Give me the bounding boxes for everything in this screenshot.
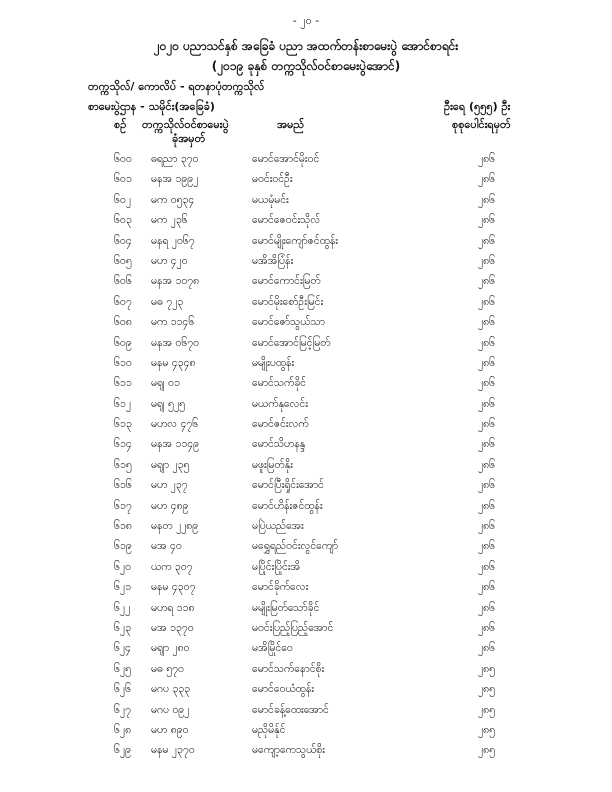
roll-number-cell: မရျာ ၂၈၀ [151, 642, 190, 655]
score-cell: ၂၈၆ [478, 377, 496, 390]
roll-number-cell: မနအ ၀၆၇၀ [151, 336, 200, 349]
name-cell: မဝင်းဝင်ဦး [252, 173, 293, 186]
serial-cell: ၆၀၂ [114, 193, 131, 206]
roll-number-cell: မဟ ၄၈၉ [151, 499, 189, 512]
roll-number-cell: မဟ ၂၃၇ [151, 479, 188, 492]
score-cell: ၂၈၆ [478, 438, 496, 451]
header-name: အမည် [277, 118, 305, 131]
serial-cell: ၆၁၃ [114, 418, 132, 431]
score-cell: ၂၈၆ [478, 520, 496, 533]
table-row [0, 619, 612, 639]
serial-cell: ၆၂၈ [114, 723, 132, 736]
serial-cell: ၆၂၂ [114, 601, 131, 614]
university-line: တက္ကသိုလ်/ ကောလိပ် - ရတနာပုံတက္ကသိုလ် [88, 80, 265, 93]
serial-cell: ၆၀၉ [114, 336, 132, 349]
score-cell: ၂၈၆ [478, 397, 496, 410]
name-cell: မောင်ဝေယံထွန်း [252, 683, 314, 696]
roll-number-cell: မနမ ၄၃၄၈ [151, 356, 196, 369]
serial-cell: ၆၂၁ [114, 581, 131, 594]
table-row [0, 578, 612, 598]
header-score: စုစုပေါင်းရမှတ် [452, 118, 511, 131]
table-row [0, 558, 612, 578]
serial-cell: ၆၁၂ [114, 397, 131, 410]
name-cell: မောင်သက်ခိုင် [252, 377, 306, 390]
name-cell: မောင်ခိုက်လေး [252, 581, 309, 594]
name-cell: မယမုံမင်း [252, 193, 289, 206]
table-row [0, 517, 612, 537]
score-cell: ၂၈၅ [478, 683, 496, 696]
score-cell: ၂၈၆ [478, 295, 496, 308]
table-row [0, 395, 612, 415]
results-table [0, 150, 612, 762]
header-roll-number: တက္ကသိုလ်ဝင်စာမေးပွဲ [142, 118, 229, 131]
name-cell: မဝင်းပြည့်ပြည့်အောင် [252, 621, 334, 634]
score-cell: ၂၈၆ [478, 214, 496, 227]
serial-cell: ၆၂၀ [114, 560, 131, 573]
score-cell: ၂၈၆ [478, 234, 496, 247]
serial-cell: ၆၀၈ [114, 316, 132, 329]
name-cell: မောင်မျိုးကျော်ဇင်ထွန်း [252, 234, 338, 247]
name-cell: မောင်မိုးစော်ဦးမြင်း [252, 295, 324, 308]
name-cell: မောင်သိဟနန္ဒ [252, 438, 306, 451]
name-cell: မအိမြိုင်ဝေ [252, 642, 293, 655]
page-number: - ၂၀ - [292, 14, 320, 27]
name-cell: မပြိုင်းပြိုင်းအိ [252, 560, 301, 573]
serial-cell: ၆၁၇ [114, 499, 132, 512]
roll-number-cell: မနတ ၂၂၈၉ [151, 520, 199, 533]
serial-cell: ၆၀၄ [114, 234, 132, 247]
roll-number-cell: မနမ ၄၃၀၇ [151, 581, 196, 594]
score-cell: ၂၈၆ [478, 499, 496, 512]
subject-line: စာမေးပွဲဌာန - သမိုင်း(အခြေခံ) [88, 100, 215, 113]
score-cell: ၂၈၆ [478, 275, 496, 288]
roll-number-cell: မရျ ၀၁ [151, 377, 180, 390]
score-cell: ၂၈၆ [478, 621, 496, 634]
name-cell: မောင်အောင်မြင့်မြတ် [252, 336, 331, 349]
serial-cell: ၆၀၅ [114, 254, 132, 267]
name-cell: မောင်သက်နောင်စိုး [252, 662, 325, 675]
table-row [0, 415, 612, 435]
roll-number-cell: ဓရညာ ၃၇၀ [151, 153, 199, 165]
table-row [0, 232, 612, 252]
serial-cell: ၆၂၆ [114, 683, 131, 696]
document-title: ၂၀၂၀ ပညာသင်နှစ် အခြေခံ ပညာ အထက်တန်းစာမေးပွဲ အောင်စာရင်း [153, 39, 459, 53]
score-cell: ၂၈၆ [478, 356, 496, 369]
table-row [0, 537, 612, 557]
name-cell: မောင်ခန့်ထေးအောင် [252, 703, 329, 716]
table-row [0, 456, 612, 476]
score-cell: ၂၈၆ [478, 153, 496, 165]
score-cell: ၂၈၆ [478, 540, 496, 553]
name-cell: မမျိုးပထွန်း [252, 356, 295, 369]
table-row [0, 211, 612, 231]
roll-number-cell: မဟ ၄၂၀ [151, 254, 188, 267]
table-row [0, 374, 612, 394]
roll-number-cell: မရျာ ၂၃၅ [151, 458, 190, 471]
table-row [0, 150, 612, 170]
score-cell: ၂၈၅ [478, 744, 496, 757]
name-cell: မဖူးမြတ်နိုး [252, 458, 293, 471]
score-cell: ၂၈၅ [478, 723, 496, 736]
table-row [0, 191, 612, 211]
serial-cell: ၆၀၁ [114, 173, 132, 186]
table-row [0, 741, 612, 761]
header-roll-number-sub: ခုံအမှတ် [172, 132, 206, 145]
name-cell: မမျိုးမြတ်သော်ခိုင် [252, 601, 320, 614]
roll-number-cell: မဂပ ၃၃၃ [151, 683, 191, 696]
serial-cell: ၆၁၀ [114, 356, 132, 369]
name-cell: မောင်ဇော်သွယ်သာ [252, 316, 325, 329]
name-cell: မောင်အောင်မိုးဝင် [252, 153, 320, 165]
roll-number-cell: မနရ ၂၀၆၇ [151, 234, 195, 247]
serial-cell: ၆၁၉ [114, 540, 132, 553]
roll-number-cell: ယက ၃၀၇ [151, 560, 193, 573]
table-row [0, 660, 612, 680]
table-row [0, 599, 612, 619]
roll-number-cell: မနအ ၁၉၉၂ [151, 173, 199, 186]
score-cell: ၂၈၆ [478, 336, 496, 349]
serial-cell: ၆၀၇ [114, 295, 132, 308]
serial-cell: ၆၁၆ [114, 479, 132, 492]
table-row [0, 170, 612, 190]
serial-cell: ၆၀၃ [114, 214, 132, 227]
serial-cell: ၆၂၇ [114, 703, 131, 716]
document-subtitle: (၂၀၁၉ ခုနှစ် တက္ကသိုလ်ဝင်စာမေးပွဲအောင်) [211, 59, 401, 73]
roll-number-cell: မဂပ ၀၉၂ [151, 703, 190, 716]
roll-number-cell: မဓ ၇၂၃ [151, 295, 184, 308]
table-row [0, 721, 612, 741]
serial-cell: ၆၁၁ [114, 377, 132, 390]
score-cell: ၂၈၆ [478, 642, 496, 655]
table-row [0, 476, 612, 496]
score-cell: ၂၈၆ [478, 560, 496, 573]
roll-number-cell: မအ ၁၃၇၀ [151, 621, 194, 634]
score-cell: ၂၈၅ [478, 662, 496, 675]
score-cell: ၂၈၆ [478, 418, 496, 431]
header-serial: စဉ် [114, 118, 127, 131]
roll-number-cell: မဟ ၈၉၀ [151, 723, 189, 736]
roll-number-cell: မနအ ၁၀၇၈ [151, 275, 200, 288]
table-row [0, 252, 612, 272]
score-cell: ၂၈၆ [478, 479, 496, 492]
roll-number-cell: မက ၁၁၄၆ [151, 316, 195, 329]
table-row [0, 639, 612, 659]
name-cell: မောင်ဇင်းလက် [252, 418, 309, 431]
table-row [0, 497, 612, 517]
serial-cell: ၆၀၆ [114, 275, 132, 288]
serial-cell: ၆၂၉ [114, 744, 131, 757]
table-row [0, 272, 612, 292]
table-row [0, 435, 612, 455]
score-cell: ၂၈၆ [478, 254, 496, 267]
roll-number-cell: မနအ ၁၁၄၉ [151, 438, 200, 451]
roll-number-cell: မရျ ၅၂၅ [151, 397, 186, 410]
table-row [0, 354, 612, 374]
name-cell: မပြဲယည်အေး [252, 520, 304, 533]
score-cell: ၂၈၆ [478, 316, 496, 329]
table-row [0, 680, 612, 700]
table-row [0, 293, 612, 313]
name-cell: မယက်နုလေင်း [252, 397, 308, 410]
name-cell: မောင်ဇေဝင်းသိုလ် [252, 214, 321, 227]
name-cell: မကျော့ကေသွယ်စိုး [252, 744, 325, 757]
serial-cell: ၆၂၄ [114, 642, 131, 655]
score-cell: ၂၈၆ [478, 581, 496, 594]
name-cell: မောင်ပြီးရှိုင်းအောင် [252, 479, 324, 492]
table-row [0, 334, 612, 354]
serial-cell: ၆၁၅ [114, 458, 132, 471]
score-cell: ၂၈၅ [478, 703, 496, 716]
name-cell: မောင်ဟိန်းဇင်ထွန်း [252, 499, 323, 512]
roll-number-cell: မက ၀၅၃၄ [151, 193, 195, 206]
serial-cell: ၆၂၃ [114, 621, 131, 634]
roll-number-cell: မနမ ၂၃၇၀ [151, 744, 195, 757]
serial-cell: ၆၂၅ [114, 662, 131, 675]
score-cell: ၂၈၆ [478, 458, 496, 471]
roll-number-cell: မအ ၄၀ [151, 540, 182, 553]
score-cell: ၂၈၆ [478, 601, 496, 614]
serial-cell: ၆၁၄ [114, 438, 132, 451]
name-cell: မညိုမိန်ုင် [252, 723, 286, 736]
name-cell: မအိအိပြံန်း [252, 254, 294, 267]
name-cell: မရွှေရည်ဝင်းလွင်ကျော် [252, 540, 339, 553]
serial-cell: ၆၀၀ [114, 153, 132, 165]
roll-number-cell: မဟရ ၁၁၈ [151, 601, 195, 614]
score-cell: ၂၈၆ [478, 173, 496, 186]
roll-number-cell: မဟလ ၄၇၆ [151, 418, 199, 431]
total-count: ဦးရေ (၅၅၅) ဦး [444, 100, 511, 113]
score-cell: ၂၈၆ [478, 193, 496, 206]
table-row [0, 313, 612, 333]
roll-number-cell: မဓ ၅၇၀ [151, 662, 184, 675]
name-cell: မောင်ကောင်းမြတ် [252, 275, 321, 288]
serial-cell: ၆၁၈ [114, 520, 132, 533]
roll-number-cell: မက ၂၃၆ [151, 214, 188, 227]
table-row [0, 701, 612, 721]
